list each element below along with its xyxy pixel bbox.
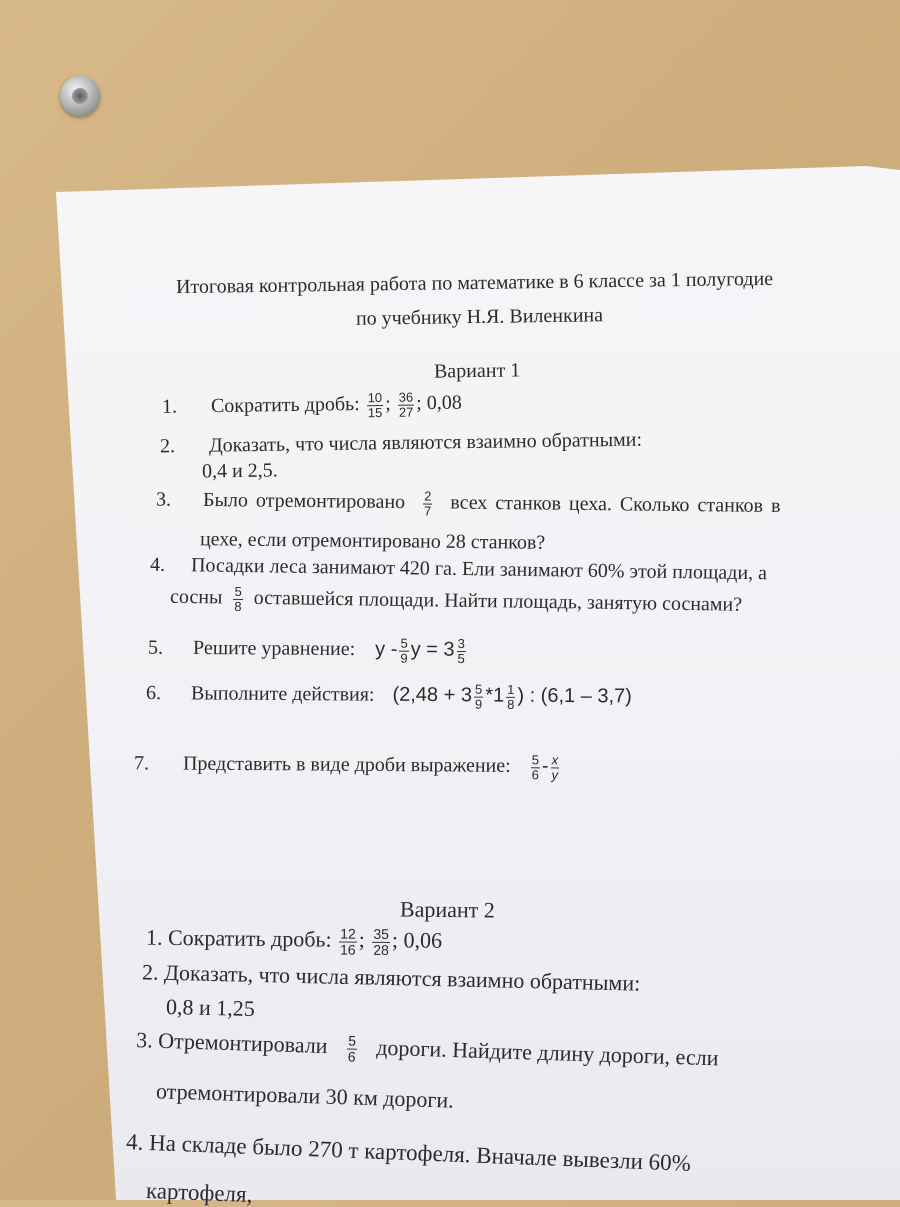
v1-item2-line2: 0,4 и 2,5. — [201, 459, 278, 483]
v2-item3-fraction: $\frac{5}{6}$ — [347, 1032, 357, 1065]
v2-item1-text: Сократить дробь: — [167, 924, 332, 952]
v1-item6-fraction2: $\frac{1}{8}$ — [507, 681, 515, 712]
v1-item2-text: Доказать, что числа являются взаимно обратными: — [208, 428, 643, 457]
v1-item1-number: 1. — [161, 395, 178, 418]
v2-item3: 3. Отремонтировали $\frac{5}{6}$ дороги. Найдите длину дороги, если — [135, 1027, 719, 1071]
v2-item1-decimal: 0,06 — [403, 927, 443, 953]
v2-item1-fraction2: $\frac{35}{28}$ — [373, 925, 390, 958]
v1-item7-fraction2: $\frac{x}{y}$ — [551, 752, 559, 783]
v1-item4-fraction: $\frac{5}{8}$ — [234, 583, 242, 614]
v1-item2: 2. Доказать, что числа являются взаимно обратными: — [159, 428, 643, 458]
v2-item2-line2: 0,8 и 1,25 — [165, 993, 256, 1022]
v2-item3-text-b: дороги. Найдите длину дороги, если — [375, 1034, 719, 1071]
v1-item3-text-b: всех станков цеха. Сколько станков в — [450, 491, 781, 518]
v1-item1: 1. Сократить дробь: $\frac{10}{15}$ ; $\frac{36}{27}$ ; 0,08 — [161, 389, 462, 420]
v1-item5-fraction1: $\frac{5}{9}$ — [400, 635, 408, 666]
doc-title-line2: по учебнику Н.Я. Виленкина — [355, 304, 604, 330]
variant1-title: Вариант 1 — [433, 359, 521, 383]
v2-item4-line2: картофеля, — [145, 1177, 253, 1207]
v1-item4-line2: сосны $\frac{5}{8}$ оставшейся площади. Найти площадь, занятую соснами? — [169, 583, 743, 616]
v1-item3-line2: цехе, если отремонтировано 28 станков? — [199, 528, 546, 554]
v1-item7: 7. Представить в виде дроби выражение: $\frac{5}{6}$ - $\frac{x}{y}$ — [133, 752, 559, 783]
v1-item5-text: Решите уравнение: — [192, 636, 356, 661]
v1-item4: 4. Посадки леса занимают 420 га. Ели занимают 60% этой площади, а — [149, 553, 768, 585]
v2-item1-fraction1: $\frac{12}{16}$ — [339, 925, 356, 958]
v1-item4-text: Посадки леса занимают 420 га. Ели занимают 60% этой площади, а — [190, 554, 768, 585]
v1-item3-fraction: $\frac{2}{7}$ — [423, 488, 432, 519]
v1-item3: 3. Было отремонтировано $\frac{2}{7}$ всех станков цеха. Сколько станков в — [155, 488, 781, 519]
v1-item6-text: Выполните действия: — [190, 682, 375, 706]
v2-item3-line2: отремонтировали 30 км дороги. — [155, 1078, 455, 1113]
doc-title-line1: Итоговая контрольная работа по математике в 6 классе за 1 полугодие — [175, 267, 774, 299]
v1-item1-decimal: 0,08 — [426, 391, 462, 415]
v2-item3-text-a: Отремонтировали — [157, 1027, 328, 1059]
v1-item1-fraction1: $\frac{10}{15}$ — [367, 390, 383, 420]
v2-item1: 1. Сократить дробь: $\frac{12}{16}$ ; $\frac{35}{28}$ ; 0,06 — [145, 924, 443, 958]
v1-item1-text: Сократить дробь: — [210, 393, 360, 418]
v1-item1-fraction2: $\frac{36}{27}$ — [398, 389, 414, 420]
v1-item5: 5. Решите уравнение: y - $\frac{5}{9}$ y = 3 $\frac{3}{5}$ — [147, 635, 465, 666]
v2-item2: 2. Доказать, что числа являются взаимно обратными: — [141, 959, 641, 996]
v2-item4: 4. На складе было 270 т картофеля. Вначале вывезли 60% — [125, 1129, 692, 1176]
v1-item7-text: Представить в виде дроби выражение: — [182, 752, 511, 777]
v1-item7-fraction1: $\frac{5}{6}$ — [531, 752, 540, 782]
variant2-title: Вариант 2 — [399, 896, 496, 923]
v2-item4-text: На складе было 270 т картофеля. Вначале вывезли 60% — [148, 1130, 692, 1176]
v2-item2-text: Доказать, что числа являются взаимно обратными: — [163, 959, 641, 996]
v1-item5-fraction2: $\frac{3}{5}$ — [457, 636, 465, 666]
v1-item6-fraction1: $\frac{5}{9}$ — [474, 681, 483, 712]
v1-item6: 6. Выполните действия: (2,48 + 3 $\frac{5}{9}$ *1 $\frac{1}{8}$ ) : (6,1 – 3,7) — [145, 681, 632, 712]
v1-item3-text-a: Было отремонтировано — [202, 488, 406, 514]
